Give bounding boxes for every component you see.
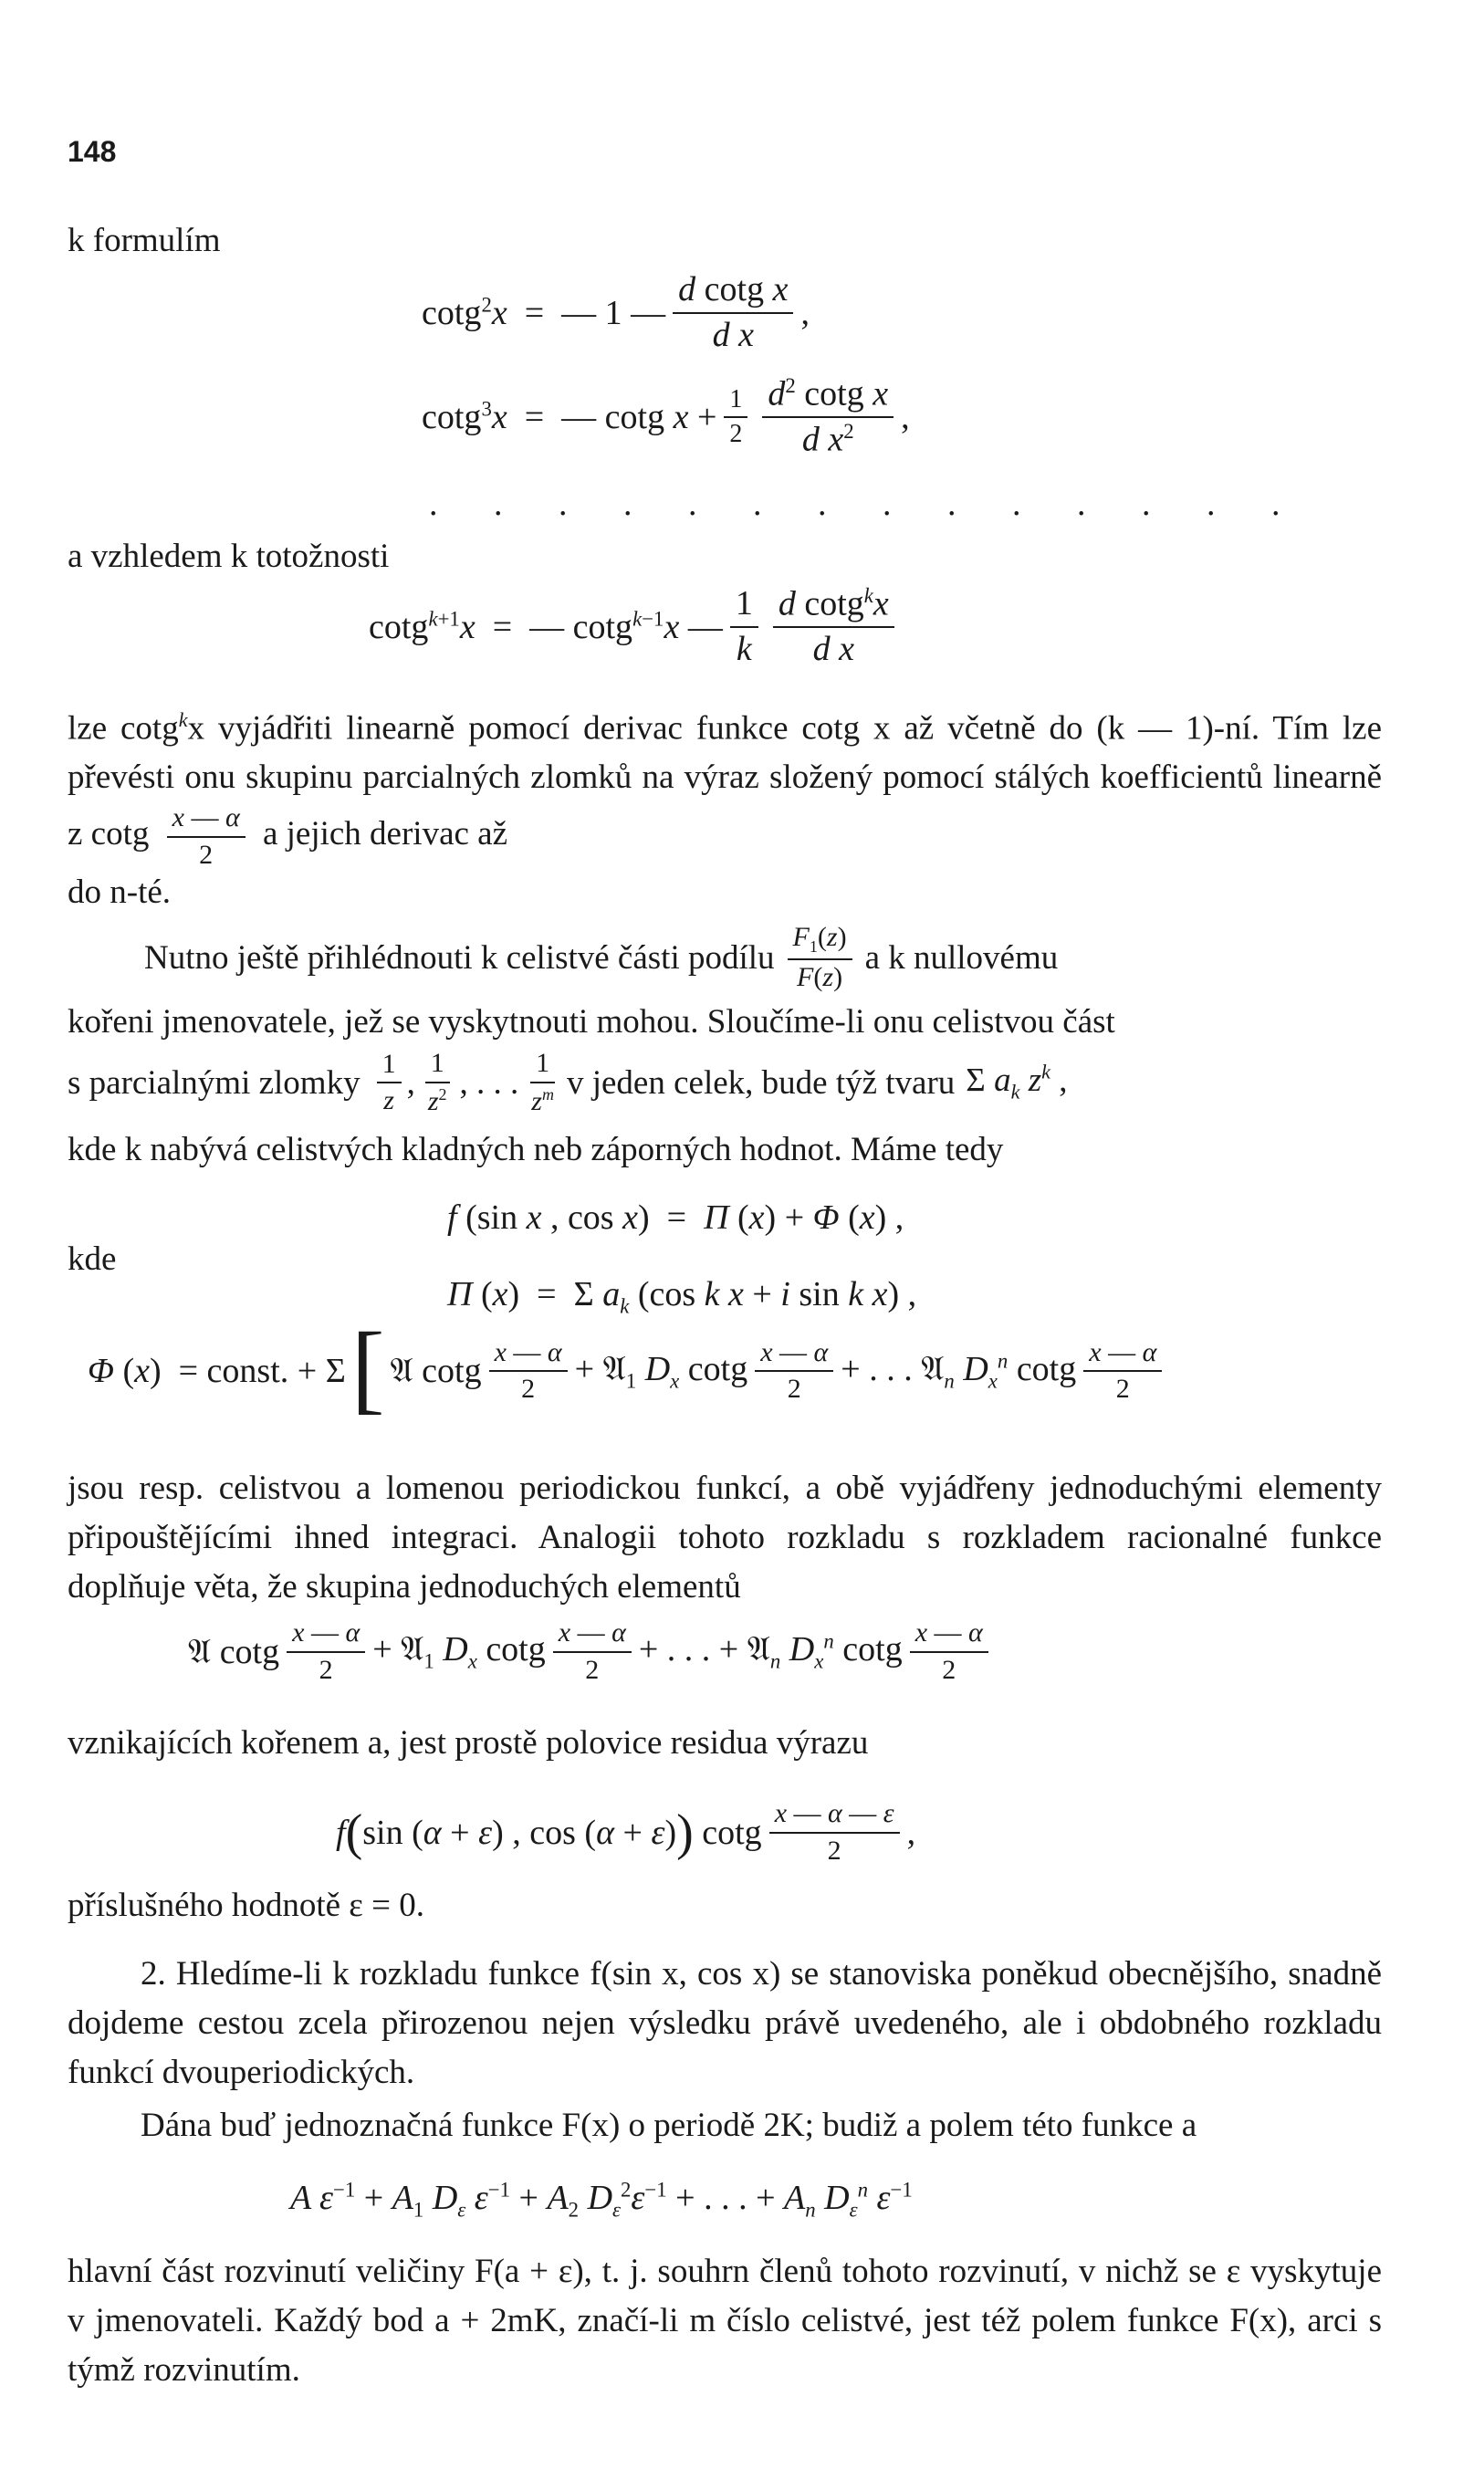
paragraph-1: lze cotg$^k$x vyjádřiti linearně pomocí derivac funkce cotg x až včetně do (k — 1)-ní. Tím lze převésti onu skupinu parcialných zlomků na výraz složený pomocí stálých koefficientů linearně z cotg $\frac{x — \alpha}{2}$ a jejich derivac až [68, 708, 1383, 870]
paragraph-1-end: do n-té. [68, 874, 172, 911]
paragraph-2-line-3: s parcialnými zlomky $\frac{1}{z}$ , $\frac{1}{z^2}$ , . . . $\frac{1}{z^m}$ v jeden celek, bude týž tvaru Σ $a_k$ $z^k$ , [68, 1048, 1068, 1116]
paragraph-7: Dána buď jednoznačná funkce F(x) o periodě 2K; budiž a polem této funkce a [141, 2107, 1197, 2144]
paragraph-1-body: x vyjádřiti linearně pomocí derivac funkce cotg x až včetně do (k — 1)-ní. Tím lze převésti onu skupinu parcialných zlomků na výraz složený pomocí stálých koefficientů linearně z cotg [68, 709, 1383, 853]
equation-cotg2: cotg$^2$x = — 1 — $\frac{\text{d cotg x}}{\text{d x}}$ , [422, 270, 810, 354]
equation-phi: Φ (x) = const. + Σ [ 𝔄 cotg $\frac{x — \alpha}{2}$ + 𝔄$_1$ $D_x$ cotg $\frac{x — \alpha}{2}$ + . . . 𝔄$_n$ $D_x^n$ cotg $\frac{x — \alpha}{2}$ [88, 1334, 1169, 1407]
paragraph-1-start: lze cotg [68, 709, 179, 748]
ellipsis-row: . . . . . . . . . . . . . . [429, 485, 1304, 523]
page-number: 148 [68, 135, 117, 168]
equation-elements: 𝔄 cotg $\frac{x — \alpha}{2}$ + 𝔄$_1$ $D_x$ cotg $\frac{x — \alpha}{2}$ + . . . + 𝔄$_n$ $D_x^n$ cotg $\frac{x — \alpha}{2}$ [188, 1617, 996, 1686]
paragraph-2-line-3b: v jeden celek, bude týž tvaru [566, 1063, 956, 1102]
paragraph-2-b: a k nullovému [864, 938, 1059, 977]
equation-principal-part: A $\varepsilon^{-1} + A_1$ $D_\varepsilon$ $\varepsilon^{-1} + A_2$ $D_\varepsilon^2\varepsilon^{-1}$ + . . . + $A_n$ $D_\varepsilon^n$ $\varepsilon^{-1}$ [290, 2178, 913, 2222]
paragraph-1-tail: a jejich derivac až [262, 815, 508, 853]
equation-cotg3: cotg$^3$x = — cotg x + $\frac{1}{2}$ $\frac{d^2 \cot g x}{d x^2}$ , [422, 374, 910, 459]
equation-pi: Π (x) = Σ $a_k$ (cos k x + i sin k x) , [447, 1275, 917, 1318]
equation-residue: f ( sin (α + ε) , cos (α + ε) ) cotg $\frac{x — \alpha — \varepsilon}{2}$ , [336, 1798, 916, 1866]
equation-cotg-k: cotg$^{k+1}$x = — cotg$^{k-1}$x — $\frac{1}{k}$ $\frac{d \cot g^kx}{\text{d x}}$ [369, 584, 902, 670]
paragraph-6: 2. Hledíme-li k rozkladu funkce f(sin x, cos x) se stanoviska poněkud obecnějšího, snadně dojdeme cestou zcela přirozenou nejen výsledku právě uvedeného, ale i obdobného rozkladu funkcí dvouperiodických. [68, 1955, 1382, 2091]
paragraph-8: hlavní část rozvinutí veličiny F(a + ε), t. j. souhrn členů tohoto rozvinutí, v nichž se ε vyskytuje v jmenovateli. Každý bod a + 2mK, značí-li m číslo celistvé, jest též polem funkce F(x), arci s týmž rozvinutím. [68, 2253, 1382, 2389]
equation-f: f (sin x , cos x) = Π (x) + Φ (x) , [447, 1198, 904, 1237]
paragraph-3: jsou resp. celistvou a lomenou periodickou funkcí, a obě vyjádřeny jednoduchými elementy připouštějícími ihned integraci. Analogii tohoto rozkladu s rozkladem racionalné funkce doplňuje věta, že skupina jednoduchých elementů [68, 1470, 1382, 1606]
paragraph-5: příslušného hodnotě ε = 0. [68, 1887, 424, 1924]
paragraph-2-line-2: kořeni jmenovatele, jež se vyskytnouti mohou. Sloučíme-li onu celistvou část [68, 1003, 1115, 1041]
kde-label: kde [68, 1240, 117, 1278]
paragraph-4: vznikajících kořenem a, jest prostě polovice residua výrazu [68, 1724, 869, 1762]
paragraph-2-line-1: Nutno ještě přihlédnouti k celistvé části podílu $\frac{F_1(z)}{F(z)}$ a k nullovému [144, 922, 1059, 992]
paragraph-2-line-3a: s parcialnými zlomky [68, 1063, 361, 1102]
intro-text-2: a vzhledem k totožnosti [68, 538, 390, 575]
intro-text: k formulím [68, 222, 221, 259]
paragraph-2-line-4: kde k nabývá celistvých kladných neb záporných hodnot. Máme tedy [68, 1131, 1004, 1168]
paragraph-2-a: Nutno ještě přihlédnouti k celistvé části podílu [144, 938, 775, 977]
